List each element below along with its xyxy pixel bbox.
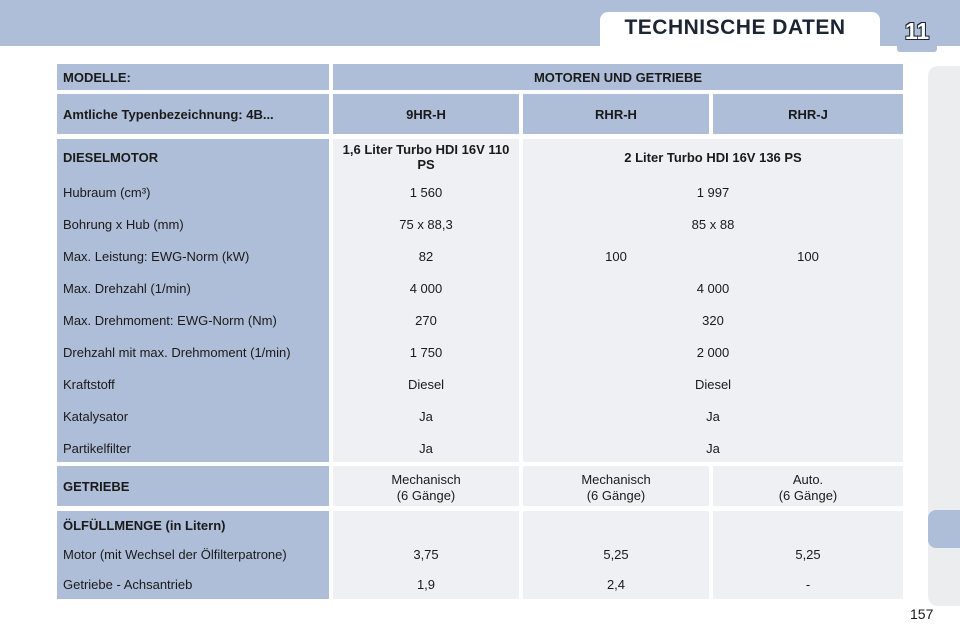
getriebe-col2-line1: Mechanisch	[581, 472, 651, 487]
diesel-row-value-b: Ja	[706, 408, 720, 424]
getriebe-col1-line1: Mechanisch	[391, 472, 461, 487]
diesel-row-label: Partikelfilter	[63, 440, 131, 456]
diesel-row-value-a: 270	[415, 312, 437, 328]
chapter-number: 11	[904, 18, 930, 44]
diesel-row-value-a: 75 x 88,3	[399, 216, 453, 232]
diesel-row-label: Katalysator	[63, 408, 129, 424]
modelle-label: MODELLE:	[63, 69, 131, 85]
getriebe-col1-line2: (6 Gänge)	[396, 488, 456, 503]
oel-row-col1: 3,75	[413, 546, 439, 562]
diesel-row-label: Max. Drehmoment: EWG-Norm (Nm)	[63, 312, 277, 328]
diesel-row-label: Hubraum (cm³)	[63, 184, 151, 200]
typen-col1: 9HR-H	[406, 106, 446, 122]
oel-row-label: Motor (mit Wechsel der Ölfilterpatrone)	[63, 546, 287, 562]
diesel-row-value-b: 1 997	[696, 184, 730, 200]
diesel-row-value-a: 1 750	[409, 344, 443, 360]
oel-row-label: Getriebe - Achsantrieb	[63, 576, 193, 592]
oel-row-col1: 1,9	[416, 576, 436, 592]
oel-row-col3: -	[805, 576, 811, 592]
diesel-row-value-a: Diesel	[407, 376, 445, 392]
diesel-row-value-a: 4 000	[409, 280, 443, 296]
diesel-row-label: Max. Leistung: EWG-Norm (kW)	[63, 248, 250, 264]
diesel-row-value-b1: 100	[605, 248, 627, 264]
diesel-row-value-b: Ja	[706, 440, 720, 456]
getriebe-col3-line2: (6 Gänge)	[778, 488, 838, 503]
diesel-row-value-a: Ja	[419, 408, 433, 424]
page-title: TECHNISCHE DATEN	[624, 16, 846, 39]
typen-col2: RHR-H	[595, 106, 637, 122]
page-number: 157	[910, 606, 934, 622]
diesel-label: DIESELMOTOR	[63, 149, 159, 165]
diesel-row-label: Max. Drehzahl (1/min)	[63, 280, 191, 296]
diesel-row-value-b: 85 x 88	[691, 216, 735, 232]
oel-label: ÖLFÜLLMENGE (in Litern)	[63, 517, 226, 533]
typen-label: Amtliche Typenbezeichnung: 4B...	[63, 106, 274, 122]
diesel-row-label: Bohrung x Hub (mm)	[63, 216, 184, 232]
engine-a-name: 1,6 Liter Turbo HDI 16V 110 PS	[342, 142, 510, 172]
diesel-row-value-a: 1 560	[409, 184, 443, 200]
typen-col3: RHR-J	[788, 106, 828, 122]
side-chapter-marker	[928, 510, 960, 548]
oel-row-col2: 5,25	[603, 546, 629, 562]
diesel-row-value-a: Ja	[419, 440, 433, 456]
getriebe-col3-line1: Auto.	[792, 472, 824, 487]
getriebe-label: GETRIEBE	[63, 478, 130, 494]
oel-row-col2: 2,4	[606, 576, 626, 592]
diesel-row-value-b: 320	[702, 312, 724, 328]
diesel-row-value-b: 4 000	[696, 280, 730, 296]
diesel-row-value-b: 2 000	[696, 344, 730, 360]
oel-row-col3: 5,25	[795, 546, 821, 562]
diesel-row-value-a: 82	[418, 248, 434, 264]
diesel-row-label: Drehzahl mit max. Drehmoment (1/min)	[63, 344, 291, 360]
modelle-value: MOTOREN UND GETRIEBE	[533, 69, 703, 85]
diesel-row-value-b: Diesel	[694, 376, 732, 392]
diesel-row-value-b2: 100	[797, 248, 819, 264]
engine-b-name: 2 Liter Turbo HDI 16V 136 PS	[624, 149, 802, 165]
diesel-row-label: Kraftstoff	[63, 376, 115, 392]
getriebe-col2-line2: (6 Gänge)	[586, 488, 646, 503]
